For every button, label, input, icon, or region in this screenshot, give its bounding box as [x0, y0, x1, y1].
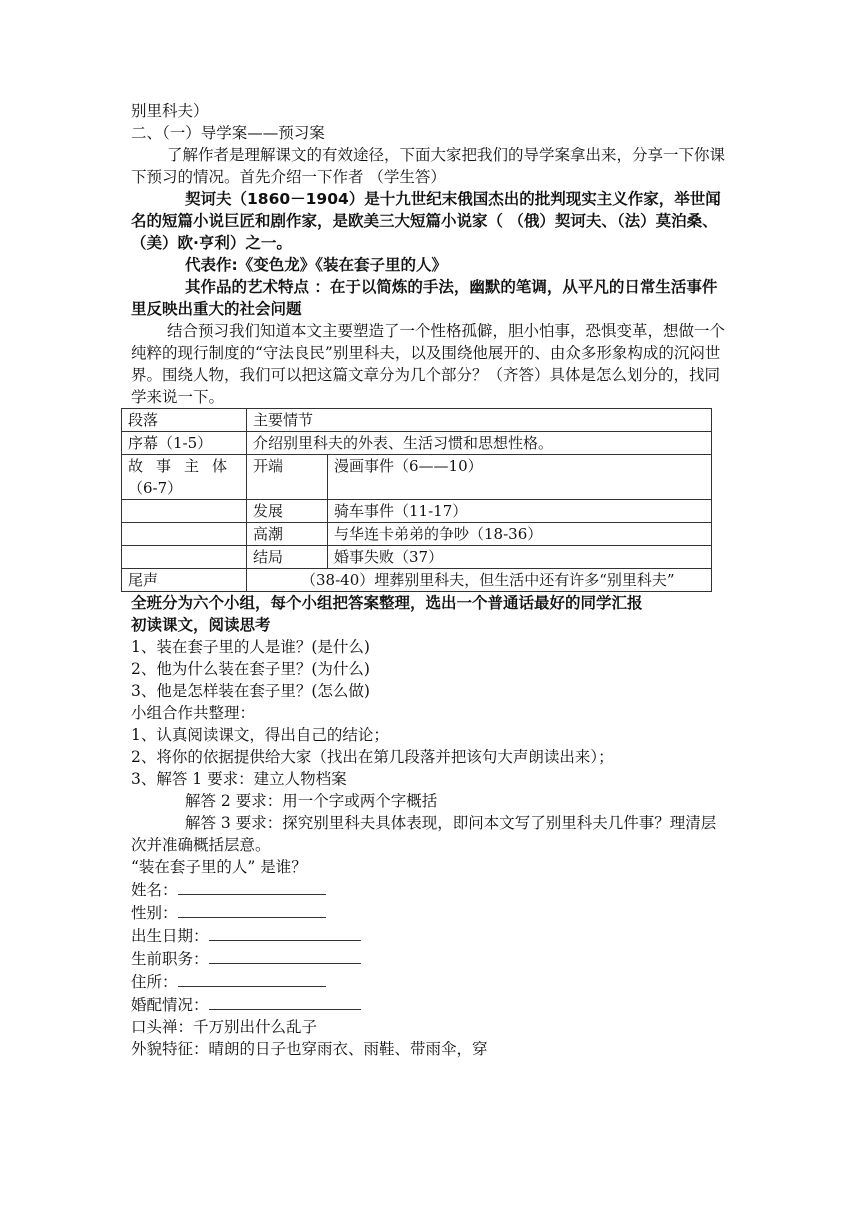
- profile-job: 生前职务：: [131, 947, 731, 970]
- reading-heading: 初读课文，阅读思考: [131, 616, 271, 634]
- blank-line: [209, 947, 361, 964]
- table-header-paragraph: 段落: [122, 409, 247, 432]
- group-task-2: 2、将你的依据提供给大家（找出在第几段落并把该句大声朗读出来）；: [131, 748, 614, 766]
- table-cell: [122, 546, 247, 569]
- table-cell: 介绍别里科夫的外表、生活习惯和思想性格。: [247, 432, 712, 455]
- table-row: [122, 409, 712, 432]
- table-cell: 发展: [247, 500, 328, 523]
- author-bio: 契诃夫（1860－1904）是十九世纪末俄国杰出的批判现实主义作家，举世闻名的短篇小说巨匠和剧作家，是欧美三大短篇小说家（ （俄）契诃夫、（法）莫泊桑、（美）欧·亨利）之一。: [131, 190, 721, 252]
- table-cell: 高潮: [247, 523, 328, 546]
- art-features: 其作品的艺术特点 ：在于以简炼的手法，幽默的笔调，从平凡的日常生活事件里反映出重大的社会问题: [131, 278, 718, 318]
- representative-works: 代表作:《变色龙》《装在套子里的人》: [185, 256, 447, 274]
- document-page: [128, 100, 731, 1060]
- table-row: [122, 432, 712, 455]
- group-task-4: 解答 2 要求：用一个字或两个字概括: [185, 792, 438, 810]
- group-task-3: 3、解答 1 要求：建立人物档案: [131, 770, 347, 788]
- profile-appearance: 外貌特征：晴朗的日子也穿雨衣、雨鞋、带雨伞，穿: [131, 1040, 488, 1058]
- profile-home: 住所：: [131, 970, 731, 993]
- group-task-1: 1、认真阅读课文，得出自己的结论；: [131, 726, 389, 744]
- table-cell: [122, 523, 247, 546]
- profile-catchphrase: 口头禅：千万别出什么乱子: [131, 1018, 318, 1036]
- table-cell: 漫画事件（6——10）: [328, 455, 712, 500]
- table-cell: 开端: [247, 455, 328, 500]
- group-instruction: 全班分为六个小组，每个小组把答案整理，选出一个普通话最好的同学汇报: [131, 594, 643, 612]
- blank-line: [209, 993, 361, 1010]
- table-cell: 结局: [247, 546, 328, 569]
- table-cell: 序幕（1-5）: [122, 432, 247, 455]
- blank-line: [178, 970, 326, 987]
- question-2: 2、他为什么装在套子里？(为什么): [131, 660, 370, 678]
- table-header-plot: 主要情节: [247, 409, 712, 432]
- profile-birth: 出生日期：: [131, 924, 731, 947]
- table-cell: 婚事失败（37）: [328, 546, 712, 569]
- intro-line: 别里科夫）: [131, 102, 209, 120]
- table-row: [122, 546, 712, 569]
- profile-marriage: 婚配情况：: [131, 993, 731, 1016]
- table-row: [122, 500, 712, 523]
- table-row: [122, 569, 712, 592]
- table-cell: 与华连卡弟弟的争吵（18-36）: [328, 523, 712, 546]
- blank-line: [178, 901, 326, 918]
- question-3: 3、他是怎样装在套子里？(怎么做): [131, 682, 370, 700]
- paragraph-author-intro: 了解作者是理解课文的有效途径，下面大家把我们的导学案拿出来，分享一下你课下预习的情况。首先介绍一下作者 （学生答）: [131, 146, 726, 186]
- plot-structure-table: [121, 408, 712, 592]
- blank-line: [209, 924, 361, 941]
- group-task-5: 解答 3 要求：探究别里科夫具体表现，即问本文写了别里科夫几件事？理清层次并准确概括层意。: [131, 814, 717, 854]
- table-row: [122, 455, 712, 500]
- table-row: [122, 523, 712, 546]
- question-1: 1、装在套子里的人是谁？(是什么): [131, 638, 370, 656]
- who-question: “装在套子里的人” 是谁？: [131, 858, 307, 876]
- group-work-heading: 小组合作共整理：: [131, 704, 256, 722]
- profile-name: 姓名：: [131, 878, 731, 901]
- table-cell: 骑车事件（11-17）: [328, 500, 712, 523]
- table-cell: [122, 455, 247, 500]
- table-cell: （38-40）埋葬别里科夫，但生活中还有许多“别里科夫”: [247, 569, 712, 592]
- profile-sex: 性别：: [131, 901, 731, 924]
- table-cell-text: 故事主体: [128, 457, 241, 475]
- table-cell: 尾声: [122, 569, 247, 592]
- blank-line: [178, 878, 326, 895]
- paragraph-structure: 结合预习我们知道本文主要塑造了一个性格孤僻，胆小怕事，恐惧变革，想做一个纯粹的现行制度的“守法良民”别里科夫，以及围绕他展开的、由众多形象构成的沉闷世界。围绕人物，我们可以把这篇文章分为几个部分？（齐答）具体是怎么划分的，找同学来说一下。: [131, 322, 726, 406]
- table-cell: [122, 500, 247, 523]
- table-cell-text: （6-7）: [128, 479, 183, 497]
- section-heading: 二、（一）导学案——预习案: [131, 124, 325, 142]
